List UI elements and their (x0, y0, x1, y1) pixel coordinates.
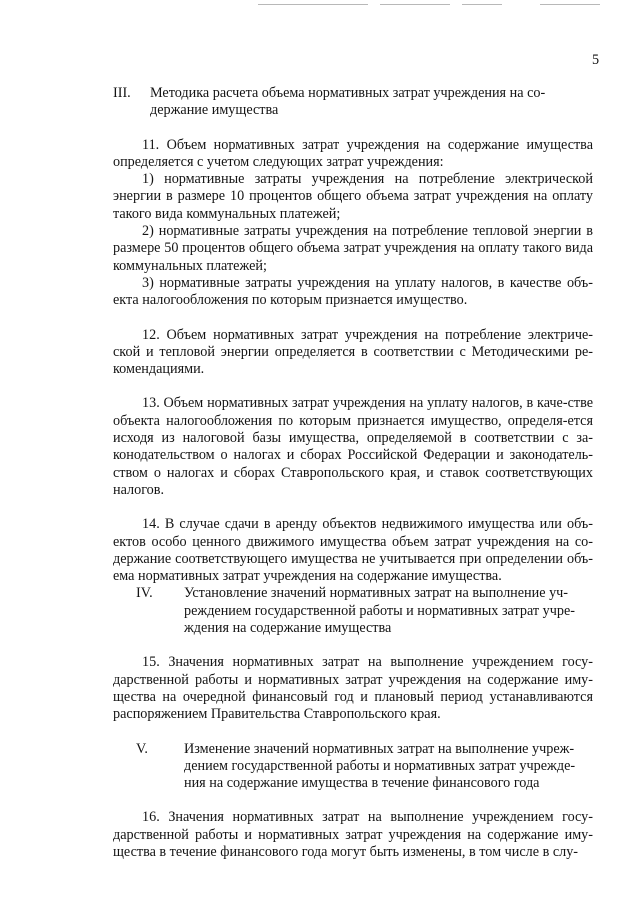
section-title: Методика расчета объема нормативных затрат учреждения на со-держание имущества (150, 85, 546, 119)
list-item-3: 3) нормативные затраты учреждения на уплату налогов, в качестве объ-екта налогообложения по которым признается имущество. (113, 274, 593, 309)
document-body (113, 85, 593, 861)
paragraph-14: 14. В случае сдачи в аренду объектов недвижимого имущества или объ-ектов особо ценного движимого имущества объем затрат учреждения на со-держание соответствующего имущества не учитывается при определении объ-ема нормативных затрат учреждения на содержание имущества. (113, 516, 593, 585)
section-heading-iv (113, 585, 593, 637)
scan-artifact (380, 4, 450, 5)
section-number: V. (136, 740, 148, 757)
section-title: Изменение значений нормативных затрат на выполнение учреж-дением государственной работы и нормативных затрат учрежде-ния на содержание имущества в течение финансового года (184, 740, 576, 792)
scan-artifact (462, 4, 502, 5)
paragraph-15: 15. Значения нормативных затрат на выполнение учреждением госу-дарственной работы и нормативных затрат учреждения на содержание иму-щества на очередной финансовый год и плановый период устанавливаются распоряжением Правительства Ставропольского края. (113, 654, 593, 723)
paragraph-11: 11. Объем нормативных затрат учреждения на содержание имущества определяется с учетом следующих затрат учреждения: (113, 136, 593, 170)
page-number: 5 (592, 52, 600, 68)
scan-artifact (258, 4, 368, 5)
paragraph-13: 13. Объем нормативных затрат учреждения на уплату налогов, в каче-стве объекта налогообложения по которым признается имущество, определя-ется исходя из налоговой базы имущества, определяемой в соответствии с за-конодательством о налогах и сборах Российской Федерации и законодатель-ством о налогах и сборах Ставропольского края, и ставок соответствующих налогов. (113, 395, 593, 498)
section-number: III. (113, 85, 131, 101)
section-heading-v (113, 741, 593, 793)
section-title: Установление значений нормативных затрат на выполнение уч-реждением государственной работы и нормативных затрат учре-ждения на содержание имущества (184, 585, 575, 637)
scan-artifact (540, 4, 600, 5)
section-number: IV. (136, 585, 153, 602)
section-heading-iii (113, 85, 593, 120)
paragraph-16: 16. Значения нормативных затрат на выполнение учреждением госу-дарственной работы и нормативных затрат учреждения на содержание иму-щества в течение финансового года могут быть изменены, в том числе в слу- (113, 809, 593, 860)
list-item-2: 2) нормативные затраты учреждения на потребление тепловой энергии в размере 50 процентов общего объема затрат учреждения на оплату такого вида коммунальных платежей; (113, 223, 593, 274)
list-item-1: 1) нормативные затраты учреждения на потребление электрической энергии в размере 10 процентов общего объема затрат учреждения на оплату такого вида коммунальных платежей; (113, 171, 593, 222)
paragraph-12: 12. Объем нормативных затрат учреждения на потребление электриче-ской и тепловой энергии определяется в соответствии с Методическими ре-комендациями. (113, 326, 593, 378)
